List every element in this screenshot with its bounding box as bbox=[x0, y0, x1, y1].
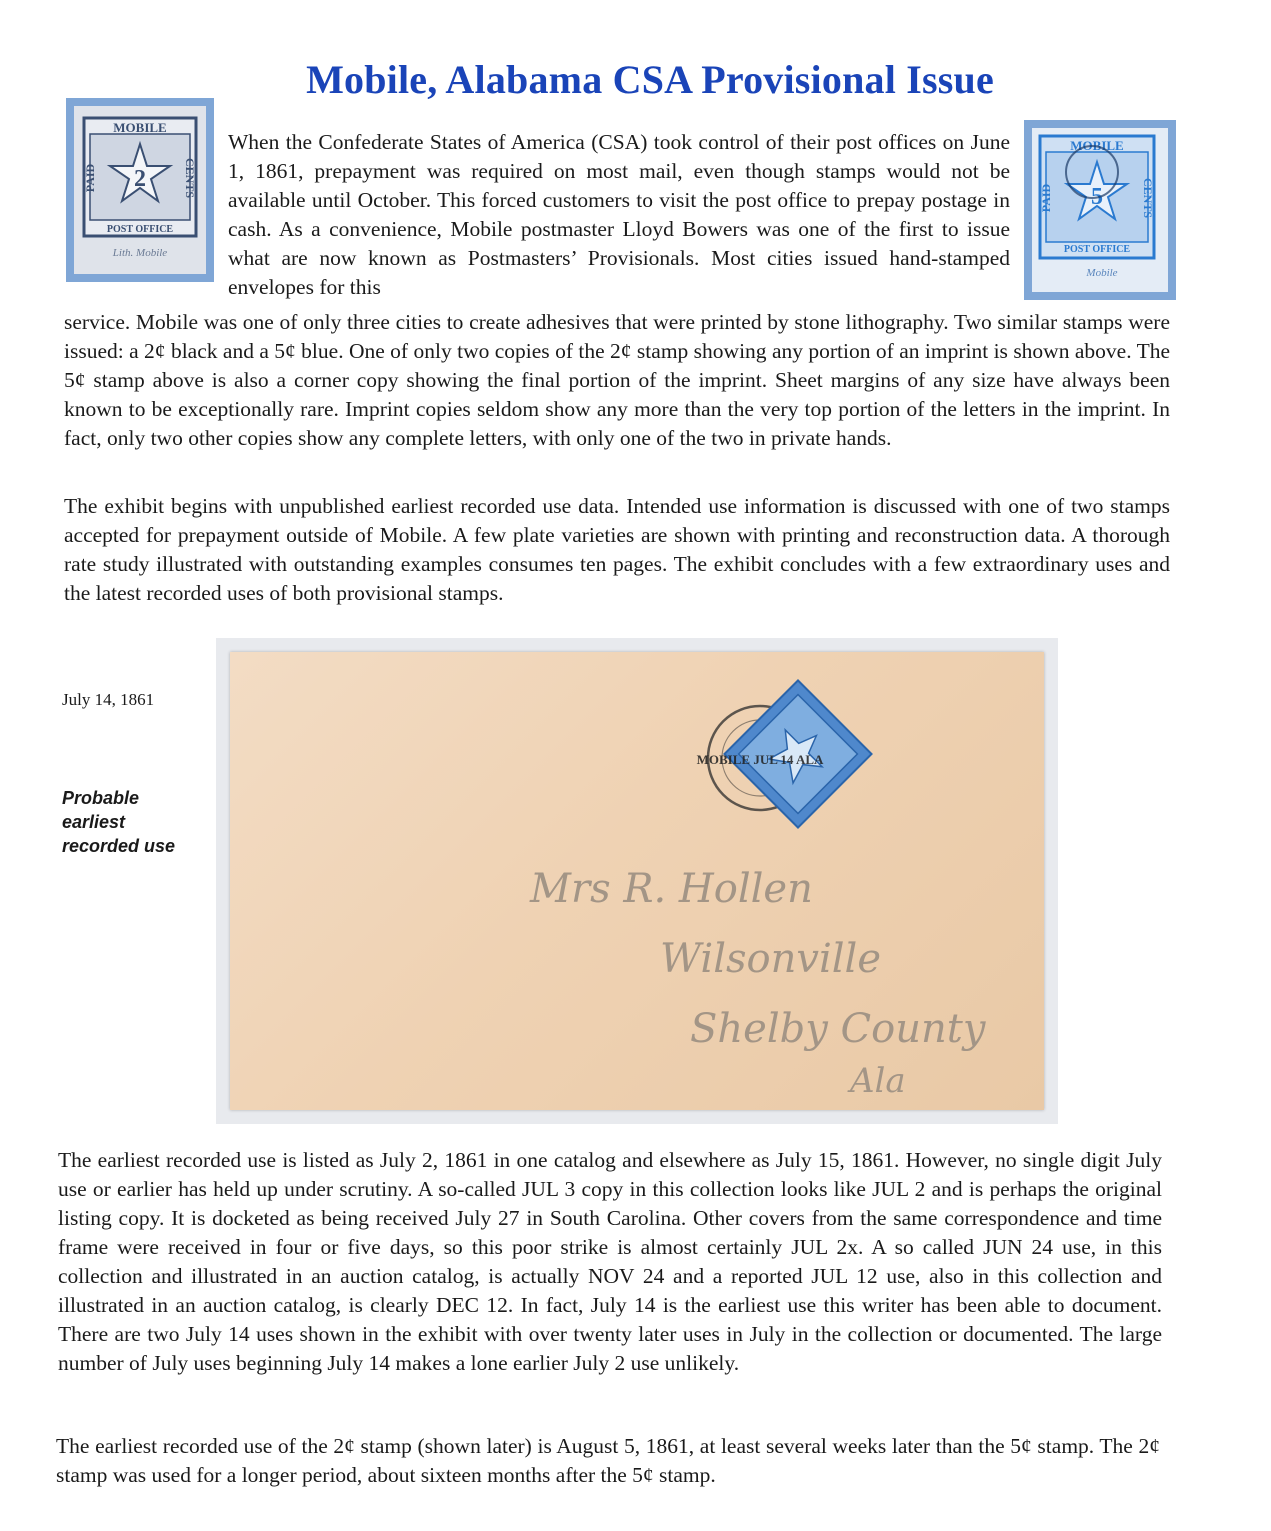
stamp-5c-bottom-text: POST OFFICE bbox=[1063, 244, 1131, 255]
stamp-5c-right-text: CENTS bbox=[1141, 177, 1155, 219]
stamp-2c-left-text: PAID bbox=[83, 163, 97, 193]
stamp-2c-value: 2 bbox=[134, 166, 146, 192]
cover-graphic bbox=[230, 652, 1044, 1110]
address-line-1: Mrs R. Hollen bbox=[530, 866, 813, 912]
stamp-5c-top-text: MOBILE bbox=[1070, 138, 1124, 153]
stamp-2c-graphic bbox=[74, 106, 206, 274]
intro-paragraph-top bbox=[228, 128, 1010, 302]
stamp-5c-value: 5 bbox=[1091, 184, 1103, 210]
exhibit-paragraph bbox=[64, 492, 1170, 608]
cover-note: Probable earliest recorded use bbox=[62, 788, 176, 856]
stamp-2c-image bbox=[66, 98, 214, 282]
stamp-5c-left-text: PAID bbox=[1039, 183, 1053, 213]
stamp-2c-imprint: Lith. Mobile bbox=[112, 247, 168, 259]
intro-top-text: When the Confederate States of America (CSA) took control of their post offices on June 1, 1861, prepayment was required on most mail, even though stamps would not be available until October. This forced customers to visit the post office to prepay postage in cash. As a convenience, Mobile postmaster Lloyd Bowers was one of the first to issue what are now known as Postmasters’ Provisionals. Most cities issued hand-stamped envelopes for this bbox=[228, 130, 1010, 299]
closing-text: The earliest recorded use of the 2¢ stamp (shown later) is August 5, 1861, at least several weeks later than the 5¢ stamp. The 2¢ stamp was used for a longer period, about sixteen months after the 5¢ stamp. bbox=[56, 1434, 1160, 1487]
stamp-2c-right-text: CENTS bbox=[183, 157, 197, 199]
analysis-paragraph bbox=[58, 1146, 1162, 1378]
exhibit-text: The exhibit begins with unpublished earliest recorded use data. Intended use information is discussed with one of two stamps accepted for prepayment outside of Mobile. A few plate varieties are shown with printing and reconstruction data. A thorough rate study illustrated with outstanding examples consumes ten pages. The exhibit concludes with a few extraordinary uses and the latest recorded uses of both provisional stamps. bbox=[64, 494, 1170, 605]
address-line-3: Shelby County bbox=[690, 1006, 986, 1052]
intro-paragraph-full bbox=[64, 308, 1170, 453]
cover-envelope bbox=[230, 652, 1044, 1110]
stamp-5c-graphic bbox=[1032, 128, 1168, 292]
stamp-5c-imprint: Mobile bbox=[1086, 267, 1118, 279]
stamp-2c-top-text: MOBILE bbox=[113, 120, 167, 135]
postmark-text: MOBILE JUL 14 ALA bbox=[696, 752, 824, 767]
page-title: Mobile, Alabama CSA Provisional Issue bbox=[306, 57, 994, 102]
closing-paragraph bbox=[56, 1432, 1160, 1490]
stamp-2c-bottom-text: POST OFFICE bbox=[106, 224, 174, 235]
address-line-4: Ala bbox=[850, 1061, 906, 1101]
intro-full-text: service. Mobile was one of only three cities to create adhesives that were printed by stone lithography. Two similar stamps were issued: a 2¢ black and a 5¢ blue. One of only two copies of the 2¢ stamp showing any portion of an imprint is shown above. The 5¢ stamp above is also a corner copy showing the final portion of the imprint. Sheet margins of any size have always been known to be exceptionally rare. Imprint copies seldom show any more than the very top portion of the letters in the imprint. In fact, only two other copies show any complete letters, with only one of the two in private hands. bbox=[64, 310, 1170, 450]
analysis-text: The earliest recorded use is listed as July 2, 1861 in one catalog and elsewhere as July 15, 1861. However, no single digit July use or earlier has held up under scrutiny. A so-called JUL 3 copy in this collection looks like JUL 2 and is perhaps the original listing copy. It is docketed as being received July 27 in South Carolina. Other covers from the same correspondence and time frame were received in four or five days, so this poor strike is almost certainly JUL 2x. A so called JUN 24 use, in this collection and illustrated in an auction catalog, is actually NOV 24 and a reported JUL 12 use, also in this collection and illustrated in an auction catalog, is clearly DEC 12. In fact, July 14 is the earliest use this writer has been able to document. There are two July 14 uses shown in the exhibit with over twenty later uses in July in the collection or documented. The large number of July uses beginning July 14 makes a lone earlier July 2 use unlikely. bbox=[58, 1148, 1162, 1375]
cover-date: July 14, 1861 bbox=[62, 690, 155, 709]
stamp-5c-image bbox=[1024, 120, 1176, 300]
cover-image-frame bbox=[216, 638, 1058, 1124]
address-line-2: Wilsonville bbox=[660, 936, 882, 982]
